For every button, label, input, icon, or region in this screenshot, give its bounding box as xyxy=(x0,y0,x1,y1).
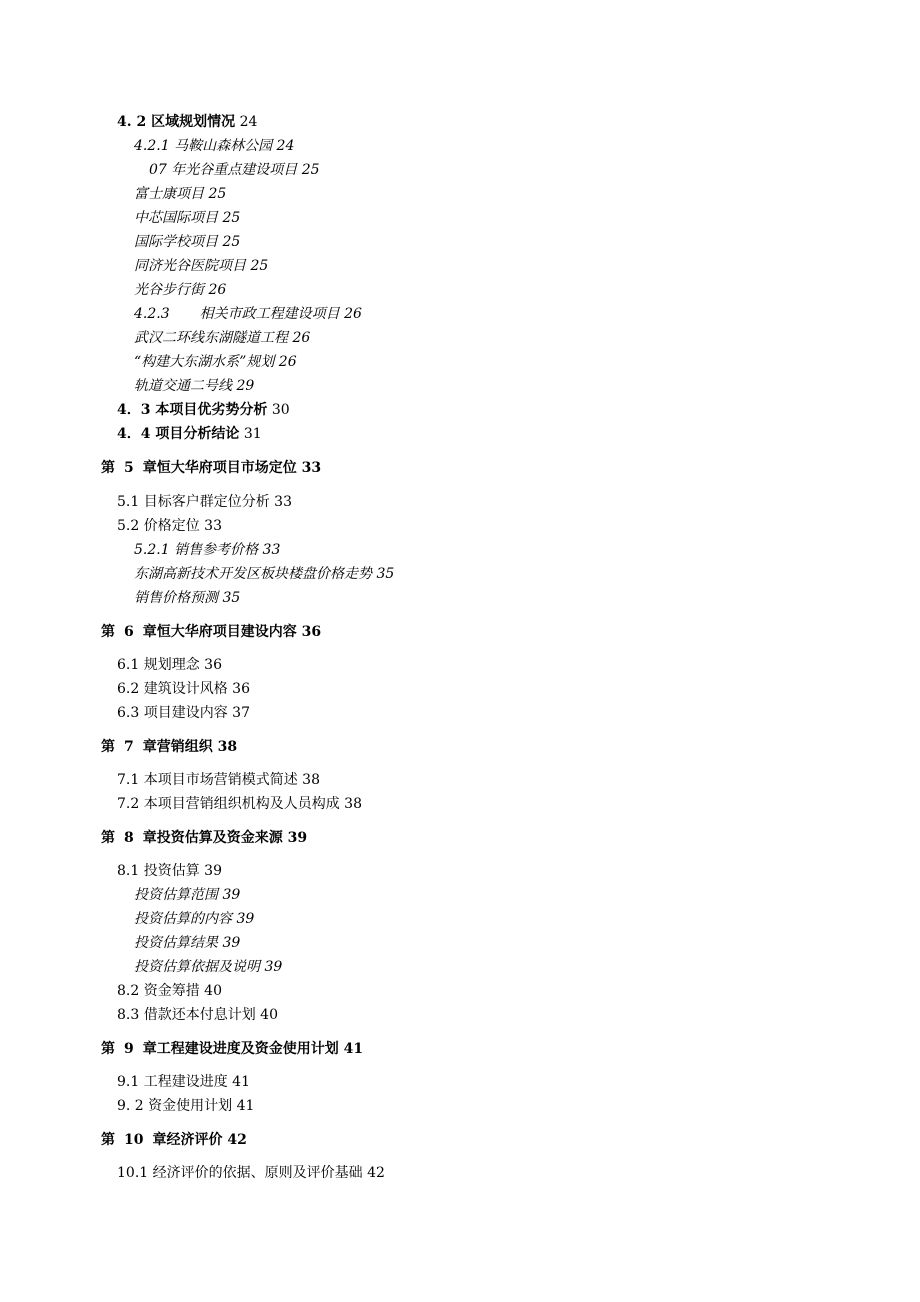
toc-entry-page: 39 xyxy=(222,935,241,951)
toc-entry-title: 9. 2 资金使用计划 xyxy=(117,1098,233,1114)
chapter-page: 36 xyxy=(301,624,322,640)
toc-entry-4-2-1[interactable] xyxy=(134,137,294,155)
toc-entry-page: 35 xyxy=(222,590,241,606)
toc-entry-title: 中芯国际项目 xyxy=(134,210,218,226)
toc-entry-title: 5.2 价格定位 xyxy=(117,518,200,534)
toc-entry-page: 40 xyxy=(260,1007,278,1023)
toc-entry-title: 相关市政工程建设项目 xyxy=(199,306,340,322)
chapter-page: 33 xyxy=(301,460,322,476)
chapter-number: 8 xyxy=(124,830,134,846)
chapter-prefix: 第 xyxy=(101,739,115,755)
toc-entry-page: 33 xyxy=(274,494,292,510)
chapter-number: 10 xyxy=(124,1132,144,1148)
toc-entry-title: 国际学校项目 xyxy=(134,234,218,250)
chapter-page: 41 xyxy=(343,1041,364,1057)
toc-entry-title: 4.2.1 马鞍山森林公园 xyxy=(134,138,273,154)
toc-entry-title: 8.3 借款还本付息计划 xyxy=(117,1007,256,1023)
toc-entry-8-1-c[interactable] xyxy=(134,934,240,952)
toc-entry-page: 39 xyxy=(236,911,255,927)
toc-entry-page: 42 xyxy=(367,1165,385,1181)
toc-entry-4-3[interactable] xyxy=(117,401,290,419)
toc-entry-title: 6.3 项目建设内容 xyxy=(117,705,228,721)
toc-entry-title: 10.1 经济评价的依据、原则及评价基础 xyxy=(117,1165,363,1181)
toc-entry-page: 25 xyxy=(222,210,241,226)
toc-entry-6-2[interactable] xyxy=(117,680,250,698)
toc-entry-title: 7.2 本项目营销组织机构及人员构成 xyxy=(117,796,340,812)
toc-entry-title: 投资估算结果 xyxy=(134,935,218,951)
chapter-page: 38 xyxy=(217,739,238,755)
toc-entry-title: 武汉二环线东湖隧道工程 xyxy=(134,330,288,346)
toc-entry-title: 8.2 资金筹措 xyxy=(117,983,200,999)
toc-entry-4-2-3[interactable] xyxy=(134,305,362,323)
toc-entry-page: 36 xyxy=(232,681,250,697)
toc-entry-title: 销售价格预测 xyxy=(134,590,218,606)
toc-entry-4-2-1-c[interactable] xyxy=(134,209,240,227)
toc-entry-title: 7.1 本项目市场营销模式简述 xyxy=(117,772,298,788)
toc-entry-5-2-1-b[interactable] xyxy=(134,589,240,607)
toc-chapter-5[interactable] xyxy=(101,459,321,477)
toc-entry-8-1-d[interactable] xyxy=(134,958,282,976)
toc-entry-page: 26 xyxy=(208,282,227,298)
chapter-title: 章经济评价 xyxy=(152,1132,223,1148)
toc-entry-page: 39 xyxy=(264,959,283,975)
toc-chapter-8[interactable] xyxy=(101,829,307,847)
toc-entry-page: 38 xyxy=(344,796,362,812)
toc-entry-10-1[interactable] xyxy=(117,1164,385,1182)
toc-entry-page: 33 xyxy=(262,542,281,558)
toc-entry-title: 4．3 本项目优劣势分析 xyxy=(117,402,268,418)
toc-entry-4-2-1-a[interactable] xyxy=(149,161,320,179)
chapter-prefix: 第 xyxy=(101,1132,115,1148)
toc-entry-5-2-1-a[interactable] xyxy=(134,565,394,583)
toc-entry-7-1[interactable] xyxy=(117,771,320,789)
chapter-title: 章投资估算及资金来源 xyxy=(142,830,283,846)
toc-entry-7-2[interactable] xyxy=(117,795,362,813)
toc-entry-page: 39 xyxy=(204,863,222,879)
toc-entry-page: 26 xyxy=(292,330,311,346)
toc-entry-title: 6.1 规划理念 xyxy=(117,657,200,673)
toc-entry-6-3[interactable] xyxy=(117,704,250,722)
toc-entry-page: 40 xyxy=(204,983,222,999)
toc-chapter-7[interactable] xyxy=(101,738,237,756)
toc-entry-page: 37 xyxy=(232,705,250,721)
toc-entry-4-2-3-b[interactable] xyxy=(134,353,297,371)
toc-entry-number: 4.2.3 xyxy=(134,306,170,322)
toc-entry-page: 25 xyxy=(222,234,241,250)
toc-entry-title: 9.1 工程建设进度 xyxy=(117,1074,228,1090)
toc-entry-title: 富士康项目 xyxy=(134,186,204,202)
toc-entry-page: 26 xyxy=(344,306,362,322)
toc-entry-page: 24 xyxy=(239,114,258,130)
chapter-prefix: 第 xyxy=(101,460,115,476)
chapter-title: 章工程建设进度及资金使用计划 xyxy=(142,1041,339,1057)
toc-entry-4-2-1-b[interactable] xyxy=(134,185,226,203)
toc-entry-title: 4．4 项目分析结论 xyxy=(117,426,240,442)
toc-entry-title: 8.1 投资估算 xyxy=(117,863,200,879)
toc-entry-8-2[interactable] xyxy=(117,982,222,1000)
toc-entry-8-1-b[interactable] xyxy=(134,910,254,928)
chapter-number: 6 xyxy=(124,624,134,640)
toc-entry-page: 39 xyxy=(222,887,241,903)
toc-entry-4-2-3-c[interactable] xyxy=(134,377,254,395)
toc-entry-page: 25 xyxy=(250,258,269,274)
toc-entry-page: 24 xyxy=(276,138,295,154)
chapter-title: 章恒大华府项目市场定位 xyxy=(142,460,297,476)
toc-entry-page: 41 xyxy=(236,1098,255,1114)
toc-entry-8-1-a[interactable] xyxy=(134,886,240,904)
chapter-page: 42 xyxy=(227,1132,247,1148)
toc-entry-page: 35 xyxy=(376,566,395,582)
toc-entry-8-3[interactable] xyxy=(117,1006,278,1024)
toc-entry-4-2-1-f[interactable] xyxy=(134,281,226,299)
toc-entry-title: 投资估算依据及说明 xyxy=(134,959,260,975)
toc-entry-9-1[interactable] xyxy=(117,1073,250,1091)
toc-entry-page: 25 xyxy=(208,186,227,202)
chapter-page: 39 xyxy=(287,830,308,846)
toc-entry-title: 07 年光谷重点建设项目 xyxy=(149,162,298,178)
toc-entry-page: 36 xyxy=(204,657,222,673)
toc-entry-page: 26 xyxy=(278,354,297,370)
toc-entry-page: 38 xyxy=(302,772,320,788)
toc-entry-title: 投资估算范围 xyxy=(134,887,218,903)
toc-chapter-10[interactable] xyxy=(101,1131,247,1149)
toc-entry-title: 4. 2 区域规划情况 xyxy=(117,114,236,130)
toc-entry-5-2[interactable] xyxy=(117,517,222,535)
toc-entry-8-1[interactable] xyxy=(117,862,222,880)
toc-entry-page: 25 xyxy=(301,162,320,178)
toc-entry-title: “构建大东湖水系”规划 xyxy=(134,354,275,370)
toc-entry-4-2[interactable] xyxy=(117,113,257,131)
toc-entry-title: 5.1 目标客户群定位分析 xyxy=(117,494,270,510)
toc-entry-9-2[interactable] xyxy=(117,1097,254,1115)
toc-entry-5-1[interactable] xyxy=(117,493,292,511)
toc-chapter-9[interactable] xyxy=(101,1040,363,1058)
toc-entry-5-2-1[interactable] xyxy=(134,541,280,559)
chapter-number: 9 xyxy=(124,1041,134,1057)
toc-entry-page: 30 xyxy=(271,402,290,418)
toc-entry-title: 投资估算的内容 xyxy=(134,911,232,927)
chapter-prefix: 第 xyxy=(101,830,115,846)
toc-entry-page: 29 xyxy=(236,378,255,394)
toc-entry-page: 33 xyxy=(204,518,222,534)
toc-chapter-6[interactable] xyxy=(101,623,321,641)
toc-entry-title: 轨道交通二号线 xyxy=(134,378,232,394)
chapter-number: 7 xyxy=(124,739,134,755)
chapter-number: 5 xyxy=(124,460,134,476)
chapter-prefix: 第 xyxy=(101,1041,115,1057)
toc-entry-title: 东湖高新技术开发区板块楼盘价格走势 xyxy=(134,566,372,582)
toc-entry-title: 5.2.1 销售参考价格 xyxy=(134,542,259,558)
chapter-title: 章恒大华府项目建设内容 xyxy=(142,624,297,640)
toc-entry-4-2-1-d[interactable] xyxy=(134,233,240,251)
chapter-prefix: 第 xyxy=(101,624,115,640)
toc-entry-page: 41 xyxy=(232,1074,250,1090)
toc-entry-4-4[interactable] xyxy=(117,425,262,443)
toc-entry-title: 6.2 建筑设计风格 xyxy=(117,681,228,697)
toc-entry-6-1[interactable] xyxy=(117,656,222,674)
toc-entry-4-2-1-e[interactable] xyxy=(134,257,268,275)
toc-entry-title: 同济光谷医院项目 xyxy=(134,258,246,274)
toc-entry-title: 光谷步行街 xyxy=(134,282,204,298)
chapter-title: 章营销组织 xyxy=(142,739,213,755)
toc-entry-4-2-3-a[interactable] xyxy=(134,329,310,347)
toc-entry-page: 31 xyxy=(243,426,262,442)
